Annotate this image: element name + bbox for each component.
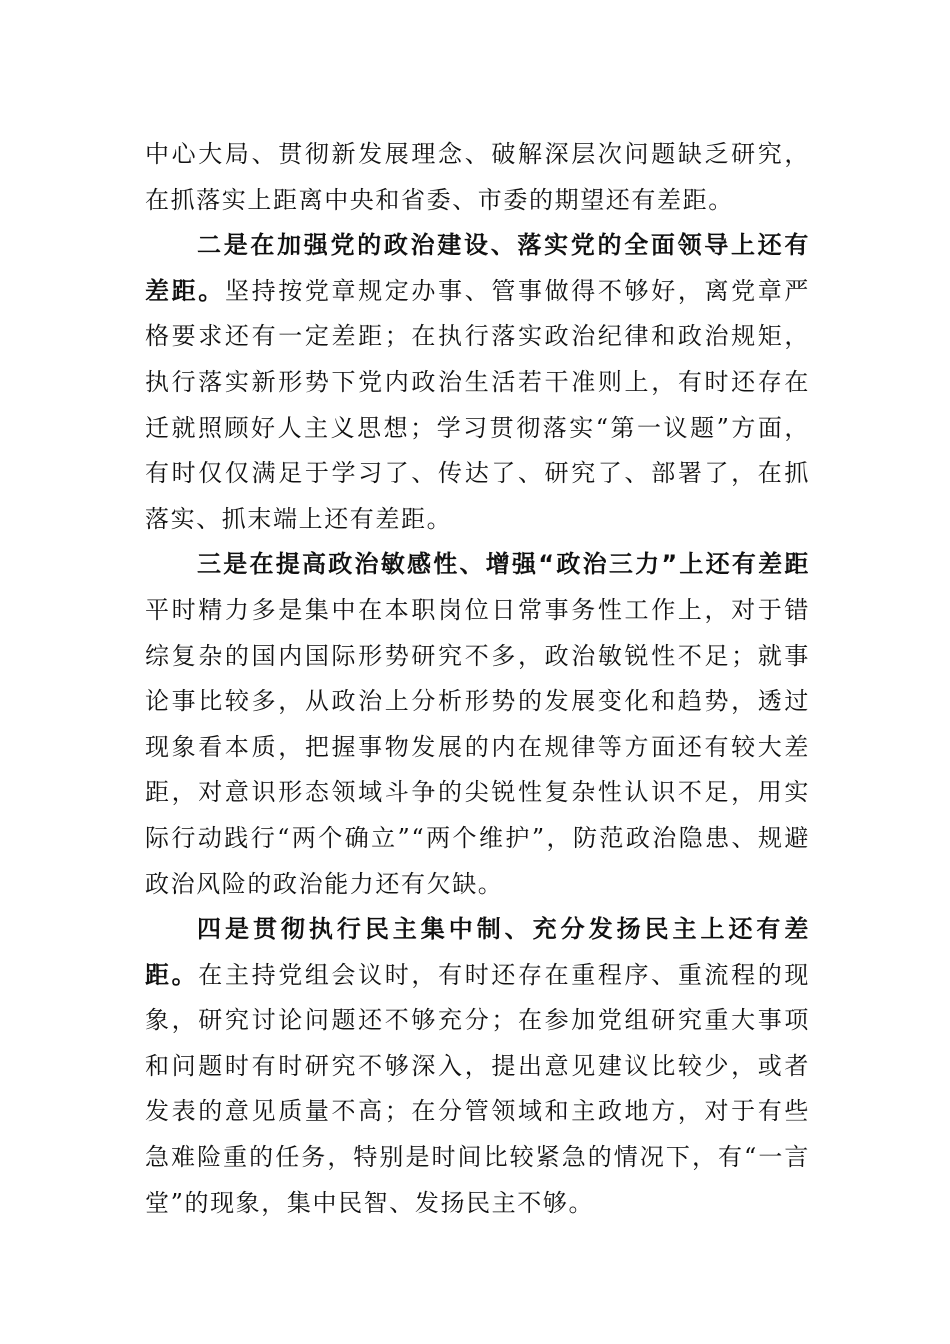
paragraph-body: 中心大局、贯彻新发展理念、破解深层次问题缺乏研究，在抓落实上距离中央和省委、市委的期望还有差距。: [145, 140, 810, 214]
paragraph-body: 坚持按党章规定办事、管事做得不够好，离党章严格要求还有一定差距；在执行落实政治纪律和政治规矩，执行落实新形势下党内政治生活若干准则上，有时还存在迁就照顾好人主义思想；学习贯彻落实“第一议题”方面，有时仅仅满足于学习了、传达了、研究了、部署了，在抓落实、抓末端上还有差距。: [145, 276, 810, 533]
paragraph-political-sensitivity: [145, 542, 810, 907]
paragraph-democratic-centralism: [145, 907, 810, 1226]
paragraph-body: 平时精力多是集中在本职岗位日常事务性工作上，对于错综复杂的国内国际形势研究不多，政治敏锐性不足；就事论事比较多，从政治上分析形势的发展变化和趋势，透过现象看本质，把握事物发展的内在规律等方面还有较大差距，对意识形态领域斗争的尖锐性复杂性认识不足，用实际行动践行“两个确立”“两个维护”，防范政治隐患、规避政治风险的政治能力还有欠缺。: [145, 595, 810, 898]
paragraph-political-construction: [145, 223, 810, 542]
paragraph-body: 在主持党组会议时，有时还存在重程序、重流程的现象，研究讨论问题还不够充分；在参加党组研究重大事项和问题时有时研究不够深入，提出意见建议比较少，或者发表的意见质量不高；在分管领域和主政地方，对于有些急难险重的任务，特别是时间比较紧急的情况下，有“一言堂”的现象，集中民智、发扬民主不够。: [145, 960, 810, 1217]
paragraph-heading: 四是贯彻执行民主集中制、充分发扬民主上还有差距。: [145, 915, 810, 989]
document-body: [145, 132, 810, 1226]
paragraph-heading: 三是在提高政治敏感性、增强“政治三力”上还有差距: [197, 550, 810, 579]
paragraph-continuation: [145, 132, 810, 223]
paragraph-heading: 二是在加强党的政治建设、落实党的全面领导上还有差距。: [145, 231, 810, 305]
